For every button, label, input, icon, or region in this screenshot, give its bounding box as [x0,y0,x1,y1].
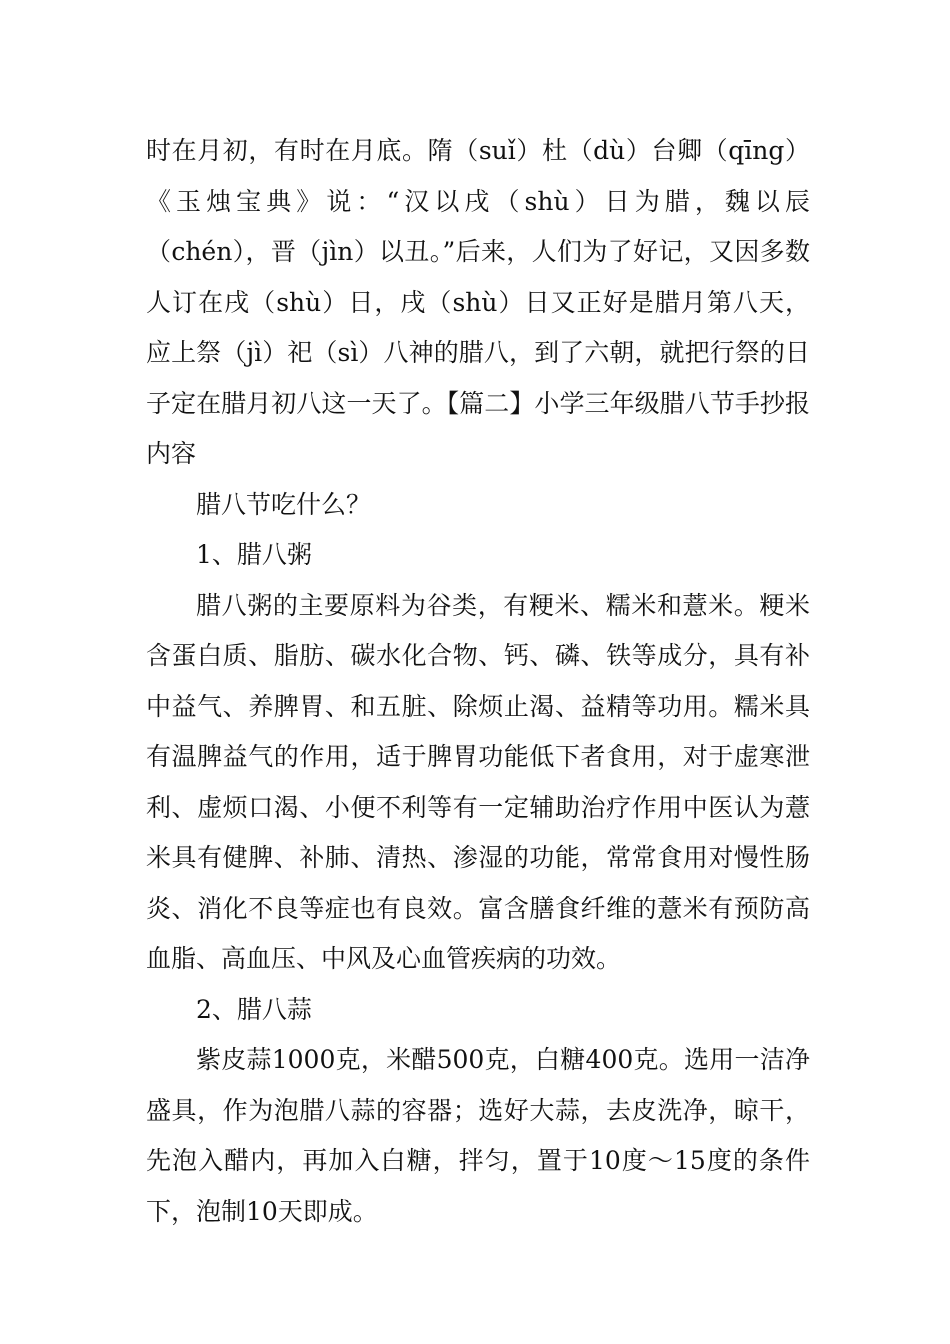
paragraph-laba-garlic: 紫皮蒜1000克，米醋500克，白糖400克。选用一洁净盛具，作为泡腊八蒜的容器；选好大蒜，去皮洗净，晾干，先泡入醋内，再加入白糖，拌匀，置于10度～15度的条件下，泡制10天即成。 [146,1045,810,1226]
document-body [146,126,810,1237]
heading-what-to-eat: 腊八节吃什么？ [196,489,372,519]
heading-laba-porridge: 1、腊八粥 [196,540,312,569]
heading-laba-garlic: 2、腊八蒜 [196,994,312,1024]
paragraph-laba-porridge: 腊八粥的主要原料为谷类，有粳米、糯米和薏米。粳米含蛋白质、脂肪、碳水化合物、钙、磷、铁等成分，具有补中益气、养脾胃、和五脏、除烦止渴、益精等功用。糯米具有温脾益气的作用，适于脾胃功能低下者食用，对于虚寒泄利、虚烦口渴、小便不利等有一定辅助治疗作用中医认为薏米具有健脾、补肺、清热、渗湿的功能，常常食用对慢性肠炎、消化不良等症也有良效。富含膳食纤维的薏米有预防高血脂、高血压、中风及心血管疾病的功效。 [146,590,810,973]
paragraph-intro-continuation: 时在月初，有时在月底。隋（suǐ）杜（dù）台卿（qīng）《玉烛宝典》说：“汉以戌（shù）日为腊，魏以辰（chén），晋（jìn）以丑。”后来，人们为了好记，又因多数人订在戌（shù）日，戌（shù）日又正好是腊月第八天，应上祭（jì）祀（sì）八神的腊八，到了六朝，就把行祭的日子定在腊月初八这一天了。【篇二】小学三年级腊八节手抄报内容 [146,136,810,468]
